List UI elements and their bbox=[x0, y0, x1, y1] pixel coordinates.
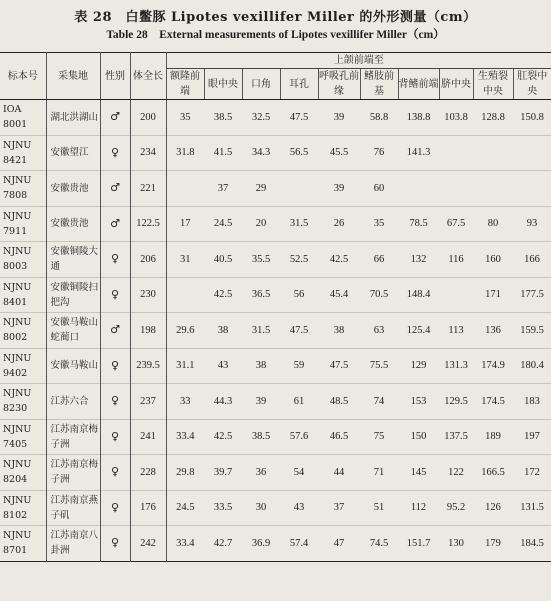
subheader-8: 生殖裂中央 bbox=[473, 69, 513, 100]
sex-symbol: ♀ bbox=[110, 252, 120, 266]
subheader-0: 额隆前端 bbox=[166, 69, 204, 100]
table-row bbox=[0, 171, 551, 207]
table-header bbox=[0, 53, 551, 100]
sex-cell bbox=[100, 171, 130, 207]
sex-cell bbox=[100, 135, 130, 171]
value-cell: 160 bbox=[485, 253, 501, 265]
value-cell: 132 bbox=[410, 253, 427, 265]
value-cell: 29 bbox=[255, 182, 267, 194]
sex-cell bbox=[100, 526, 130, 562]
value-cell: 136 bbox=[485, 324, 501, 336]
value-cell: 177.5 bbox=[520, 289, 544, 301]
specimen-cell: NJNU 8002 bbox=[0, 313, 46, 349]
value-cell: 41.5 bbox=[213, 147, 233, 159]
value-cell: 122 bbox=[448, 466, 464, 478]
value-cell bbox=[473, 171, 513, 207]
sex-symbol: ♀ bbox=[110, 394, 120, 408]
subheader-5: 鳍肢前基 bbox=[360, 69, 398, 100]
value-cell: 125.4 bbox=[406, 324, 431, 336]
value-cell: 47.5 bbox=[329, 360, 349, 372]
specimen-cell: IOA 8001 bbox=[0, 100, 46, 136]
table-row bbox=[0, 242, 551, 278]
table-row bbox=[0, 419, 551, 455]
value-cell: 150.8 bbox=[520, 111, 544, 123]
value-cell: 80 bbox=[487, 218, 499, 230]
specimen-cell: NJNU 8701 bbox=[0, 526, 46, 562]
sex-symbol: ♂ bbox=[110, 323, 120, 337]
value-cell bbox=[513, 171, 551, 207]
value-cell: 145 bbox=[410, 466, 427, 478]
sex-symbol: ♀ bbox=[110, 465, 120, 479]
value-cell: 171 bbox=[485, 289, 501, 301]
value-cell: 63 bbox=[373, 324, 385, 336]
value-cell: 116 bbox=[448, 253, 464, 265]
table-title-cn: 表 28 白鳖豚 Lipotes vexillifer Miller 的外形测量（cm） bbox=[74, 10, 477, 25]
value-cell: 31.5 bbox=[289, 218, 309, 230]
specimen-cell: NJNU 7808 bbox=[0, 171, 46, 207]
value-cell: 47 bbox=[333, 537, 345, 549]
value-cell: 174.5 bbox=[481, 395, 505, 407]
value-cell: 42.5 bbox=[213, 289, 233, 301]
value-cell: 150 bbox=[410, 431, 427, 443]
value-cell: 67.5 bbox=[446, 218, 466, 230]
value-cell: 242 bbox=[130, 526, 166, 562]
location-cell: 江苏六合 bbox=[46, 384, 100, 420]
value-cell: 44.3 bbox=[213, 395, 233, 407]
value-cell: 74 bbox=[373, 395, 385, 407]
location-cell: 湖北洪湖山 bbox=[46, 100, 100, 136]
table-row bbox=[0, 100, 551, 136]
subheader-1: 眼中央 bbox=[204, 69, 242, 100]
table-row bbox=[0, 206, 551, 242]
location-cell: 安徽贵池 bbox=[46, 206, 100, 242]
value-cell: 34.3 bbox=[251, 147, 271, 159]
value-cell: 35.5 bbox=[251, 253, 271, 265]
value-cell bbox=[166, 171, 204, 207]
value-cell: 45.4 bbox=[329, 289, 349, 301]
location-cell: 江苏南京梅子洲 bbox=[46, 455, 100, 491]
specimen-cell: NJNU 9402 bbox=[0, 348, 46, 384]
value-cell: 39.7 bbox=[213, 466, 233, 478]
specimen-cell: NJNU 8204 bbox=[0, 455, 46, 491]
value-cell: 198 bbox=[130, 313, 166, 349]
location-cell: 安徽马鞍山蛇蔺口 bbox=[46, 313, 100, 349]
value-cell: 47.5 bbox=[289, 111, 309, 123]
value-cell: 78.5 bbox=[409, 218, 428, 230]
value-cell: 153 bbox=[410, 395, 427, 407]
value-cell bbox=[439, 277, 473, 313]
value-cell: 75.5 bbox=[369, 360, 389, 372]
value-cell: 95.2 bbox=[446, 502, 466, 514]
value-cell: 66 bbox=[373, 253, 385, 265]
value-cell: 31.8 bbox=[176, 147, 195, 159]
value-cell: 39 bbox=[255, 395, 267, 407]
value-cell: 38 bbox=[217, 324, 229, 336]
location-cell: 安徽贵池 bbox=[46, 171, 100, 207]
value-cell: 131.5 bbox=[520, 502, 544, 514]
sex-symbol: ♂ bbox=[110, 110, 120, 124]
value-cell: 47.5 bbox=[289, 324, 309, 336]
sex-symbol: ♀ bbox=[110, 500, 120, 514]
location-cell: 江苏南京八卦洲 bbox=[46, 526, 100, 562]
value-cell: 183 bbox=[524, 395, 540, 407]
table-row bbox=[0, 455, 551, 491]
table-title-en: Table 28 External measurements of Lipotes vexillifer Miller（cm） bbox=[106, 29, 445, 41]
value-cell: 197 bbox=[524, 431, 540, 443]
value-cell: 37 bbox=[217, 182, 229, 194]
specimen-cell: NJNU 8230 bbox=[0, 384, 46, 420]
sex-cell bbox=[100, 313, 130, 349]
value-cell: 24.5 bbox=[213, 218, 233, 230]
value-cell: 166 bbox=[524, 253, 540, 265]
value-cell bbox=[166, 277, 204, 313]
value-cell: 239.5 bbox=[130, 348, 166, 384]
value-cell: 151.7 bbox=[406, 537, 431, 549]
value-cell: 241 bbox=[130, 419, 166, 455]
table-row bbox=[0, 313, 551, 349]
value-cell: 38 bbox=[333, 324, 345, 336]
table-row bbox=[0, 135, 551, 171]
value-cell: 93 bbox=[526, 218, 538, 230]
value-cell: 57.4 bbox=[289, 537, 309, 549]
value-cell: 38.5 bbox=[213, 111, 233, 123]
value-cell: 39 bbox=[333, 182, 345, 194]
specimen-cell: NJNU 8421 bbox=[0, 135, 46, 171]
value-cell: 234 bbox=[130, 135, 166, 171]
sex-cell bbox=[100, 242, 130, 278]
value-cell: 39 bbox=[333, 111, 345, 123]
value-cell: 61 bbox=[293, 395, 305, 407]
value-cell bbox=[473, 135, 513, 171]
specimen-cell: NJNU 8102 bbox=[0, 490, 46, 526]
table-body bbox=[0, 100, 551, 562]
value-cell: 48.5 bbox=[329, 395, 349, 407]
value-cell: 179 bbox=[485, 537, 501, 549]
value-cell: 24.5 bbox=[176, 502, 195, 514]
value-cell: 206 bbox=[130, 242, 166, 278]
value-cell: 33.4 bbox=[176, 431, 195, 443]
location-cell: 安徽铜陵扫把沟 bbox=[46, 277, 100, 313]
value-cell: 51 bbox=[373, 502, 385, 514]
value-cell: 103.8 bbox=[444, 111, 468, 123]
value-cell: 33.5 bbox=[213, 502, 233, 514]
value-cell: 112 bbox=[410, 502, 427, 514]
subheader-4: 呼吸孔前缘 bbox=[318, 69, 360, 100]
value-cell: 35 bbox=[180, 111, 191, 123]
measurements-table bbox=[0, 52, 551, 562]
value-cell: 29.8 bbox=[176, 466, 195, 478]
specimen-cell: NJNU 7911 bbox=[0, 206, 46, 242]
value-cell: 130 bbox=[448, 537, 464, 549]
value-cell: 56 bbox=[293, 289, 305, 301]
value-cell: 172 bbox=[524, 466, 540, 478]
value-cell: 228 bbox=[130, 455, 166, 491]
value-cell: 31.1 bbox=[176, 360, 195, 372]
location-cell: 安徽望江 bbox=[46, 135, 100, 171]
specimen-cell: NJNU 8003 bbox=[0, 242, 46, 278]
value-cell bbox=[398, 171, 439, 207]
sex-symbol: ♀ bbox=[110, 536, 120, 550]
value-cell: 74.5 bbox=[369, 537, 389, 549]
value-cell: 52.5 bbox=[289, 253, 309, 265]
sex-cell bbox=[100, 277, 130, 313]
value-cell bbox=[439, 171, 473, 207]
value-cell: 141.3 bbox=[406, 147, 431, 159]
value-cell: 40.5 bbox=[213, 253, 233, 265]
value-cell: 75 bbox=[373, 431, 385, 443]
value-cell: 113 bbox=[448, 324, 464, 336]
location-cell: 安徽马鞍山 bbox=[46, 348, 100, 384]
table-row bbox=[0, 384, 551, 420]
value-cell: 54 bbox=[293, 466, 305, 478]
sex-symbol: ♀ bbox=[110, 145, 120, 159]
value-cell: 42.5 bbox=[213, 431, 233, 443]
value-cell: 45.5 bbox=[329, 147, 349, 159]
value-cell: 38.5 bbox=[251, 431, 271, 443]
header-sex: 性别 bbox=[100, 53, 130, 100]
sex-symbol: ♂ bbox=[110, 181, 120, 195]
value-cell: 57.6 bbox=[289, 431, 309, 443]
specimen-cell: NJNU 7405 bbox=[0, 419, 46, 455]
value-cell: 33 bbox=[180, 395, 191, 407]
subheader-6: 背鳍前端 bbox=[398, 69, 439, 100]
value-cell: 166.5 bbox=[481, 466, 505, 478]
value-cell: 33.4 bbox=[176, 537, 195, 549]
sex-symbol: ♀ bbox=[110, 358, 120, 372]
value-cell: 237 bbox=[130, 384, 166, 420]
sex-cell bbox=[100, 206, 130, 242]
table-row bbox=[0, 490, 551, 526]
value-cell: 129.5 bbox=[444, 395, 468, 407]
sex-cell bbox=[100, 348, 130, 384]
sex-cell bbox=[100, 419, 130, 455]
table-row bbox=[0, 526, 551, 562]
value-cell: 184.5 bbox=[520, 537, 544, 549]
value-cell: 58.8 bbox=[369, 111, 389, 123]
sex-cell bbox=[100, 490, 130, 526]
header-group: 上颌前端至 bbox=[166, 53, 551, 69]
value-cell: 131.3 bbox=[444, 360, 468, 372]
value-cell: 128.8 bbox=[481, 111, 505, 123]
value-cell: 126 bbox=[485, 502, 501, 514]
subheader-9: 肛裂中央 bbox=[513, 69, 551, 100]
value-cell: 38 bbox=[255, 360, 267, 372]
value-cell: 138.8 bbox=[406, 111, 431, 123]
value-cell: 221 bbox=[130, 171, 166, 207]
value-cell: 31.5 bbox=[251, 324, 271, 336]
value-cell: 32.5 bbox=[251, 111, 271, 123]
value-cell: 17 bbox=[180, 218, 191, 230]
header-location: 采集地 bbox=[46, 53, 100, 100]
value-cell: 44 bbox=[333, 466, 345, 478]
value-cell: 70.5 bbox=[369, 289, 389, 301]
value-cell: 122.5 bbox=[130, 206, 166, 242]
table-row bbox=[0, 348, 551, 384]
value-cell: 59 bbox=[293, 360, 305, 372]
value-cell: 230 bbox=[130, 277, 166, 313]
header-body-length: 体全长 bbox=[130, 53, 166, 100]
value-cell: 36 bbox=[255, 466, 267, 478]
value-cell: 56.5 bbox=[289, 147, 309, 159]
value-cell: 71 bbox=[373, 466, 385, 478]
value-cell: 42.5 bbox=[329, 253, 349, 265]
value-cell: 20 bbox=[255, 218, 267, 230]
value-cell: 176 bbox=[130, 490, 166, 526]
value-cell: 35 bbox=[373, 218, 385, 230]
value-cell: 36.9 bbox=[251, 537, 271, 549]
value-cell bbox=[280, 171, 318, 207]
value-cell: 60 bbox=[373, 182, 385, 194]
value-cell: 37 bbox=[333, 502, 345, 514]
location-cell: 安徽铜陵大通 bbox=[46, 242, 100, 278]
sex-symbol: ♀ bbox=[110, 287, 120, 301]
value-cell bbox=[439, 135, 473, 171]
value-cell: 36.5 bbox=[251, 289, 271, 301]
value-cell: 200 bbox=[130, 100, 166, 136]
header-specimen: 标本号 bbox=[0, 53, 46, 100]
value-cell: 30 bbox=[255, 502, 267, 514]
value-cell: 174.9 bbox=[481, 360, 505, 372]
subheader-7: 脐中央 bbox=[439, 69, 473, 100]
value-cell: 159.5 bbox=[520, 324, 544, 336]
specimen-cell: NJNU 8401 bbox=[0, 277, 46, 313]
value-cell: 137.5 bbox=[444, 431, 468, 443]
sex-cell bbox=[100, 384, 130, 420]
value-cell: 189 bbox=[485, 431, 501, 443]
value-cell: 46.5 bbox=[329, 431, 349, 443]
sex-cell bbox=[100, 100, 130, 136]
value-cell: 43 bbox=[293, 502, 305, 514]
table-row bbox=[0, 277, 551, 313]
value-cell: 129 bbox=[410, 360, 427, 372]
value-cell bbox=[513, 135, 551, 171]
sex-cell bbox=[100, 455, 130, 491]
location-cell: 江苏南京梅子洲 bbox=[46, 419, 100, 455]
value-cell: 31 bbox=[180, 253, 191, 265]
subheader-3: 耳孔 bbox=[280, 69, 318, 100]
value-cell: 76 bbox=[373, 147, 385, 159]
value-cell: 26 bbox=[333, 218, 345, 230]
value-cell: 43 bbox=[217, 360, 229, 372]
subheader-2: 口角 bbox=[242, 69, 280, 100]
value-cell: 180.4 bbox=[520, 360, 544, 372]
value-cell: 29.6 bbox=[176, 324, 195, 336]
sex-symbol: ♀ bbox=[110, 429, 120, 443]
sex-symbol: ♂ bbox=[110, 216, 120, 230]
value-cell: 148.4 bbox=[406, 289, 431, 301]
value-cell: 42.7 bbox=[213, 537, 233, 549]
location-cell: 江苏南京燕子矶 bbox=[46, 490, 100, 526]
